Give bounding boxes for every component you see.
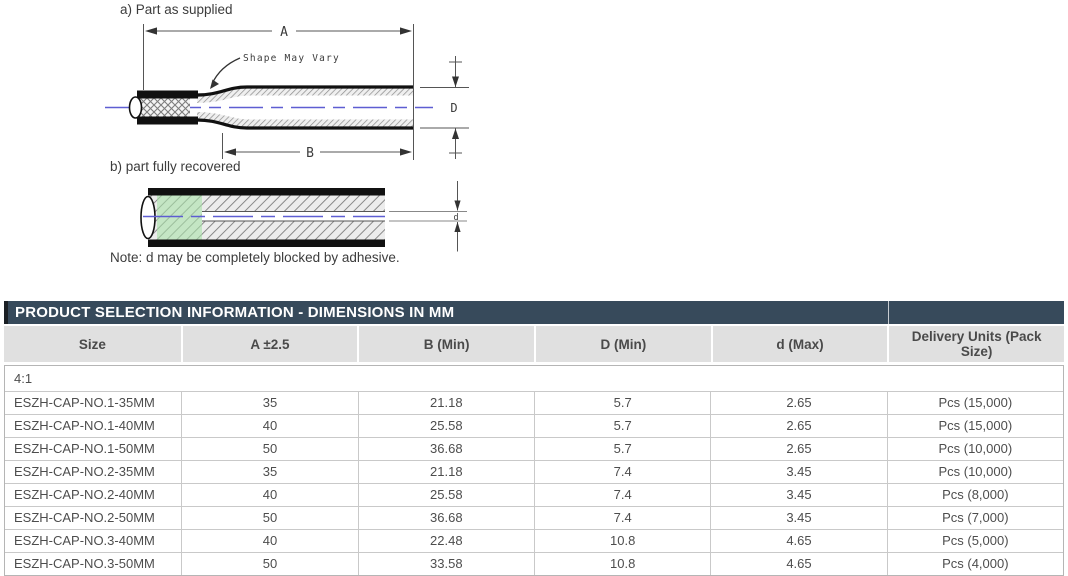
cell-a: 50 xyxy=(181,438,357,460)
cell-size: ESZH-CAP-NO.2-35MM xyxy=(14,464,155,479)
cell-b-min: 22.48 xyxy=(358,530,534,552)
column-header-d-max: d (Max) xyxy=(711,326,888,362)
column-header-delivery-units: Delivery Units (Pack Size) xyxy=(887,326,1064,362)
table-header-row xyxy=(4,326,1064,362)
cell-a: 35 xyxy=(181,461,357,483)
dimension-b xyxy=(223,133,411,159)
cell-b-min: 25.58 xyxy=(358,415,534,437)
figure-label-a: a) Part as supplied xyxy=(120,2,233,17)
cell-d-max: 2.65 xyxy=(710,438,886,460)
drawing-part-b xyxy=(110,159,467,265)
figure-label-b: b) part fully recovered xyxy=(110,159,241,174)
table-row xyxy=(5,392,1063,415)
table-row xyxy=(5,553,1063,575)
dim-d-inner-arrow-top xyxy=(454,201,460,211)
cell-size: ESZH-CAP-NO.2-40MM xyxy=(14,487,155,502)
cell-size: ESZH-CAP-NO.3-50MM xyxy=(14,556,155,571)
cell-d-min: 5.7 xyxy=(534,392,710,414)
cell-delivery-units: Pcs (4,000) xyxy=(887,553,1063,575)
column-header-size: Size xyxy=(78,336,106,352)
cell-delivery-units: Pcs (10,000) xyxy=(887,438,1063,460)
cell-d-min: 7.4 xyxy=(534,507,710,529)
cell-a: 35 xyxy=(181,392,357,414)
cell-d-max: 2.65 xyxy=(710,392,886,414)
title-bar-divider xyxy=(888,301,1064,324)
table-row xyxy=(5,415,1063,438)
dim-a-arrow-left xyxy=(145,27,157,34)
adhesive-plug xyxy=(157,196,202,240)
cell-d-max: 3.45 xyxy=(710,461,886,483)
dim-d-label: D xyxy=(450,101,458,115)
drawing-part-a xyxy=(105,2,469,161)
shape-may-vary-arrow xyxy=(210,80,219,90)
table-row xyxy=(5,507,1063,530)
cell-d-max: 3.45 xyxy=(710,507,886,529)
table-body xyxy=(4,365,1064,576)
recovered-concave-end xyxy=(141,197,155,239)
cell-delivery-units: Pcs (8,000) xyxy=(887,484,1063,506)
cell-b-min: 21.18 xyxy=(358,461,534,483)
dim-d-arrow-top xyxy=(452,77,459,88)
table-row xyxy=(5,484,1063,507)
cell-a: 40 xyxy=(181,484,357,506)
cell-d-min: 10.8 xyxy=(534,553,710,575)
tube-bottom-lining xyxy=(197,116,413,124)
shape-may-vary-leader xyxy=(212,58,240,84)
table-title-bar xyxy=(4,301,1064,324)
dim-d-inner-arrow-bottom xyxy=(454,222,460,232)
table-row xyxy=(5,461,1063,484)
table-row xyxy=(5,438,1063,461)
column-header-a: A ±2.5 xyxy=(181,326,358,362)
dim-d-arrow-bottom xyxy=(452,129,459,140)
cell-b-min: 21.18 xyxy=(358,392,534,414)
cell-d-max: 4.65 xyxy=(710,553,886,575)
cap-concave-end xyxy=(130,97,142,118)
cell-delivery-units: Pcs (10,000) xyxy=(887,461,1063,483)
cell-d-min: 10.8 xyxy=(534,530,710,552)
column-header-b-min: B (Min) xyxy=(357,326,534,362)
group-label: 4:1 xyxy=(14,371,33,386)
cell-a: 40 xyxy=(181,530,357,552)
recovered-bottom-wall xyxy=(148,240,385,248)
cell-b-min: 36.68 xyxy=(358,507,534,529)
dim-b-label: B xyxy=(306,146,314,161)
cell-d-min: 7.4 xyxy=(534,461,710,483)
cell-a: 50 xyxy=(181,553,357,575)
dim-a-label: A xyxy=(280,25,288,40)
cell-a: 40 xyxy=(181,415,357,437)
cell-size: ESZH-CAP-NO.1-35MM xyxy=(14,395,155,410)
table-rows xyxy=(5,392,1063,575)
cell-d-min: 5.7 xyxy=(534,438,710,460)
cell-delivery-units: Pcs (15,000) xyxy=(887,415,1063,437)
cap-plug-hatch xyxy=(138,99,190,117)
cell-b-min: 36.68 xyxy=(358,438,534,460)
dim-b-arrow-left xyxy=(224,148,236,155)
figure-note: Note: d may be completely blocked by adhesive. xyxy=(110,250,400,265)
dim-b-arrow-right xyxy=(400,148,412,155)
cell-delivery-units: Pcs (5,000) xyxy=(887,530,1063,552)
cell-size: ESZH-CAP-NO.2-50MM xyxy=(14,510,155,525)
table-title: PRODUCT SELECTION INFORMATION - DIMENSIONS IN MM xyxy=(15,304,455,321)
cell-size: ESZH-CAP-NO.1-40MM xyxy=(14,418,155,433)
product-selection-table xyxy=(4,301,1064,576)
cell-d-min: 7.4 xyxy=(534,484,710,506)
cell-b-min: 33.58 xyxy=(358,553,534,575)
shape-may-vary-label: Shape May Vary xyxy=(243,53,340,64)
cell-d-max: 3.45 xyxy=(710,484,886,506)
cell-d-max: 2.65 xyxy=(710,415,886,437)
column-header-d-min: D (Min) xyxy=(534,326,711,362)
cell-size: ESZH-CAP-NO.3-40MM xyxy=(14,533,155,548)
dim-d-inner-label: d xyxy=(453,213,459,223)
cell-size: ESZH-CAP-NO.1-50MM xyxy=(14,441,155,456)
cell-b-min: 25.58 xyxy=(358,484,534,506)
cell-delivery-units: Pcs (7,000) xyxy=(887,507,1063,529)
table-row xyxy=(5,530,1063,553)
cell-d-min: 5.7 xyxy=(534,415,710,437)
dim-a-arrow-right xyxy=(400,27,412,34)
cell-d-max: 4.65 xyxy=(710,530,886,552)
table-group-row xyxy=(5,366,1063,392)
recovered-top-wall xyxy=(148,188,385,196)
cell-delivery-units: Pcs (15,000) xyxy=(887,392,1063,414)
tube-top-lining xyxy=(197,92,413,100)
cell-a: 50 xyxy=(181,507,357,529)
